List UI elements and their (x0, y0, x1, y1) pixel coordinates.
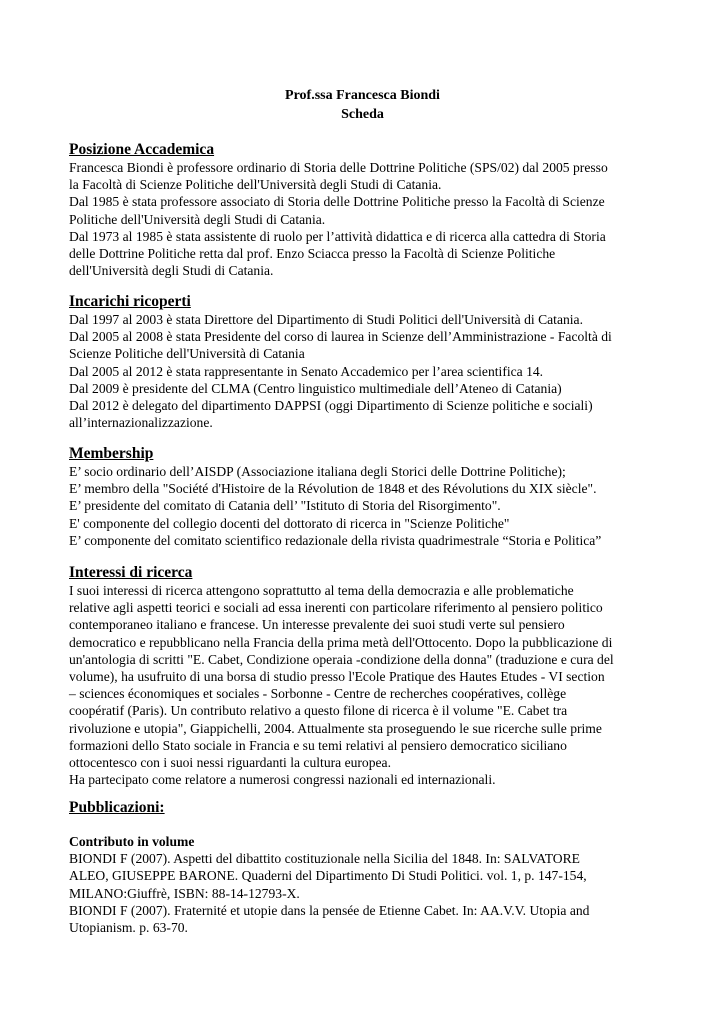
text-line: coopératif (Paris). Un contributo relativo a questo filone di ricerca è il volume "E. Cabet tra (69, 703, 568, 719)
text-line: contemporaneo italiano e francese. Un interesse prevalente dei suoi studi verte sul pensiero (69, 617, 565, 633)
text-line: E’ componente del comitato scientifico redazionale della rivista quadrimestrale “Storia e Politica” (69, 532, 602, 548)
section-heading: Incarichi ricoperti (69, 293, 191, 310)
text-line: – sciences économiques et sociales - Sorbonne - Centre de recherches coopératives, collège (69, 686, 567, 702)
text-line: Scienze Politiche dell'Università di Catania (69, 346, 305, 362)
publication-line: MILANO:Giuffrè, ISBN: 88-14-12793-X. (69, 885, 300, 901)
publications-list (69, 833, 657, 936)
text-line: ottocentesco con i suoi nessi riguardanti la cultura europea. (69, 755, 391, 771)
text-line: Francesca Biondi è professore ordinario di Storia delle Dottrine Politiche (SPS/02) dal 2005 presso (69, 160, 608, 175)
text-line: I suoi interessi di ricerca attengono soprattutto al tema della democrazia e alle problematiche (69, 583, 574, 598)
text-line: la Facoltà di Scienze Politiche dell'Università degli Studi di Catania. (69, 177, 442, 193)
text-line: E’ socio ordinario dell’AISDP (Associazione italiana degli Storici delle Dottrine Politiche); (69, 464, 566, 479)
text-line: volume), ha usufruito di una borsa di studio presso l'Ecole Pratique des Hautes Etudes - VI section (69, 669, 605, 685)
section-heading: Membership (69, 445, 154, 462)
page-title: Prof.ssa Francesca Biondi (285, 88, 440, 103)
text-line: Dal 2009 è presidente del CLMA (Centro linguistico multimediale dell’Ateneo di Catania) (69, 380, 562, 396)
text-line: Dal 2005 al 2008 è stata Presidente del corso di laurea in Scienze dell’Amministrazione - Facoltà di (69, 329, 612, 345)
text-line: all’internazionalizzazione. (69, 415, 213, 431)
section-heading: Pubblicazioni: (69, 799, 165, 816)
text-line: Dal 1997 al 2003 è stata Direttore del Dipartimento di Studi Politici dell'Università di Catania. (69, 312, 583, 327)
text-line: delle Dottrine Politiche retta dal prof. Enzo Sciacca presso la Facoltà di Scienze Politiche (69, 246, 556, 262)
section-heading: Posizione Accademica (69, 141, 215, 158)
publication-line: BIONDI F (2007). Aspetti del dibattito costituzionale nella Sicilia del 1848. In: SALVATORE (69, 851, 580, 867)
page-subtitle: Scheda (341, 107, 384, 122)
text-line: rivoluzione e utopia", Giappichelli, 2004. Attualmente sta proseguendo le sue ricerche sulle prime (69, 720, 602, 736)
text-line: formazioni dello Stato sociale in Francia e su temi relativi al pensiero democratico siciliano (69, 737, 567, 753)
text-line: Dal 2005 al 2012 è stata rappresentante in Senato Accademico per l’area scientifica 14. (69, 363, 544, 379)
section-heading: Interessi di ricerca (69, 564, 193, 581)
text-line: Dal 1973 al 1985 è stata assistente di ruolo per l’attività didattica e di ricerca alla cattedra di Storia (69, 228, 606, 244)
subsection-heading: Contributo in volume (69, 834, 195, 849)
publication-line: BIONDI F (2007). Fraternité et utopie dans la pensée de Etienne Cabet. In: AA.V.V. Utopia and (69, 902, 590, 918)
text-line: un'antologia di scritti "E. Cabet, Condizione operaia -condizione della donna" (traduzione e cura del (69, 651, 614, 667)
text-line: Dal 1985 è stata professore associato di Storia delle Dottrine Politiche presso la Facoltà di Scienze (69, 194, 605, 210)
section-posizione (69, 140, 657, 279)
text-line: E’ presidente del comitato di Catania dell’ "Istituto di Storia del Risorgimento". (69, 498, 501, 514)
section-incarichi (69, 292, 657, 431)
text-line: Ha partecipato come relatore a numerosi congressi nazionali ed internazionali. (69, 772, 496, 788)
section-membership (69, 444, 657, 549)
text-line: E’ membro della "Société d'Histoire de la Révolution de 1848 et des Révolutions du XIX siècle". (69, 481, 597, 497)
text-line: Politiche dell'Università degli Studi di Catania. (69, 211, 326, 227)
publication-line: Utopianism. p. 63-70. (69, 920, 188, 936)
publication-line: ALEO, GIUSEPPE BARONE. Quaderni del Dipartimento Di Studi Politici. vol. 1, p. 147-154, (69, 868, 587, 884)
text-line: democratico e repubblicano nella Francia della prima metà dell'Ottocento. Dopo la pubblicazione di (69, 634, 613, 650)
text-line: relative agli aspetti teorici e sociali ad essa inerenti con particolare riferimento al pensiero politico (69, 600, 603, 616)
text-line: E' componente del collegio docenti del dottorato di ricerca in "Scienze Politiche" (69, 515, 510, 531)
section-pubblicazioni (69, 798, 657, 817)
text-line: Dal 2012 è delegato del dipartimento DAPPSI (oggi Dipartimento di Scienze politiche e sociali) (69, 398, 593, 414)
text-line: dell'Università degli Studi di Catania. (69, 263, 274, 279)
section-interessi (69, 563, 657, 788)
